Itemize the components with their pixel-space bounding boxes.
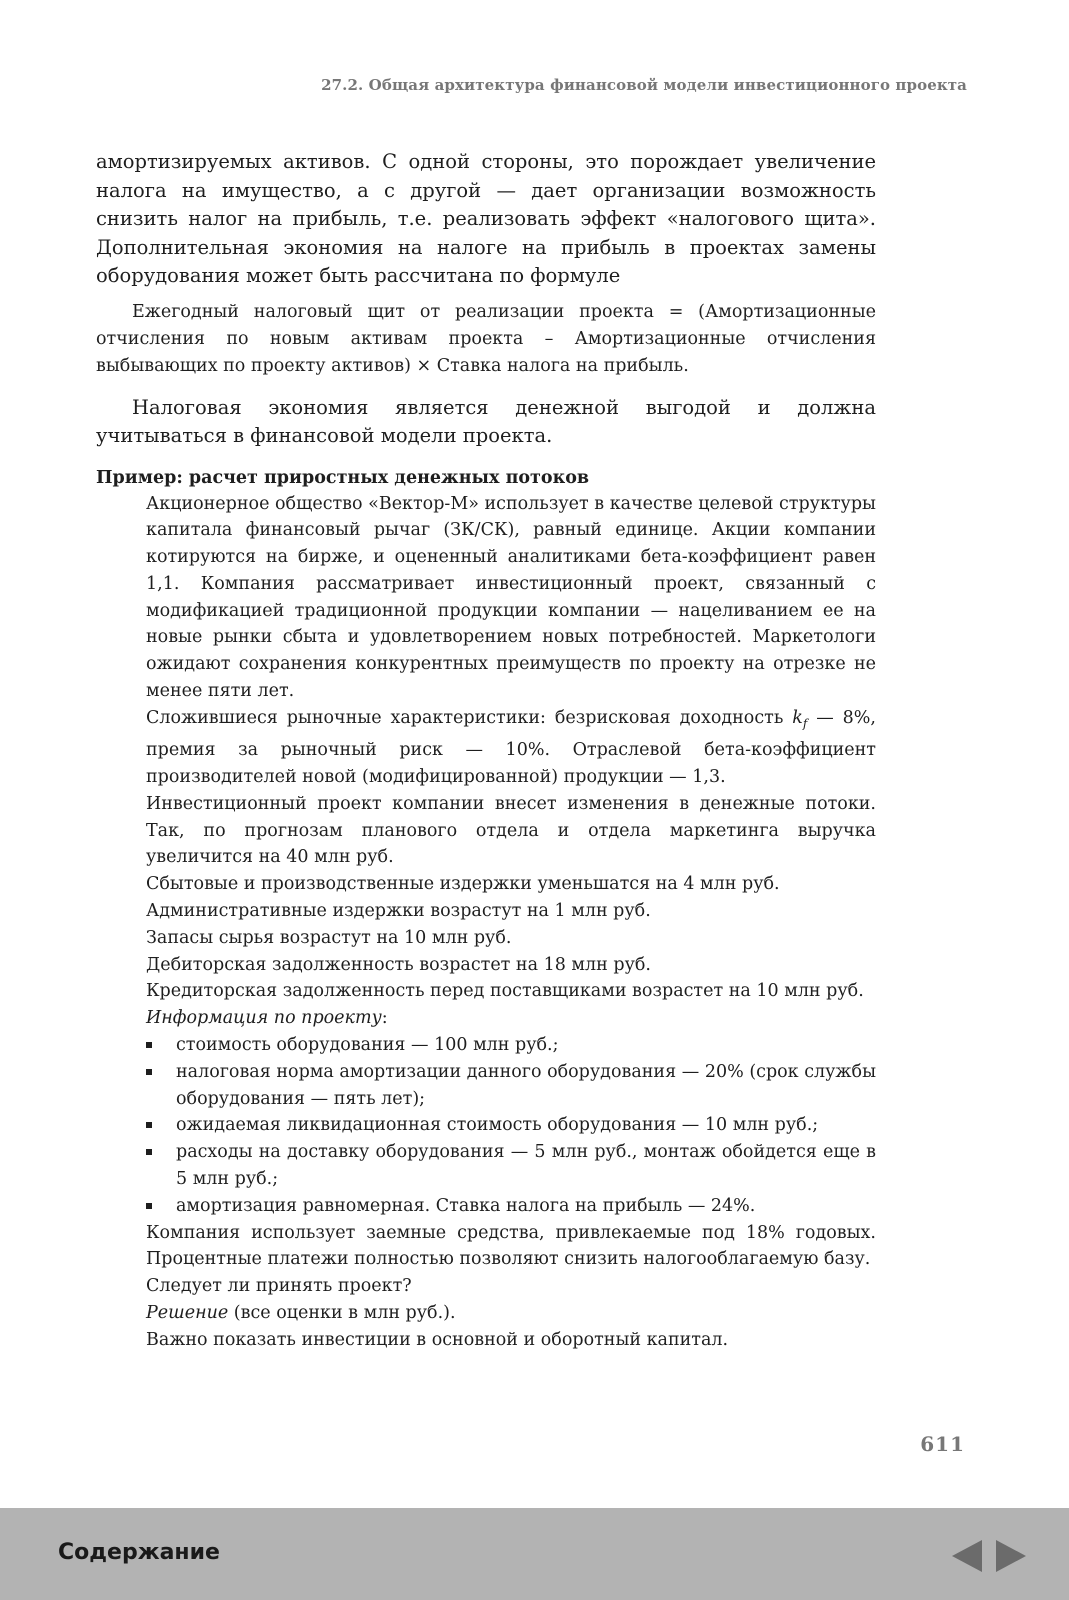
example-line-receivables: Дебиторская задолженность возрастет на 18 млн руб. [146, 954, 651, 975]
market-text-start: Сложившиеся рыночные характеристики: безрисковая доходность [146, 707, 793, 728]
list-item: амортизация равномерная. Ставка налога на прибыль — 24%. [146, 1193, 876, 1220]
example-paragraph-debt: Компания использует заемные средства, привлекаемые под 18% годовых. Процентные платежи полностью позволяют снизить налогооблагаемую базу. [146, 1222, 876, 1270]
next-arrow-icon[interactable] [996, 1540, 1026, 1572]
bullet-icon [146, 1203, 152, 1209]
example-paragraph-market [146, 705, 876, 791]
risk-free-rate-symbol: $k_f$ [792, 707, 808, 731]
list-item: расходы на доставку оборудования — 5 млн руб., монтаж обойдется еще в 5 млн руб.; [146, 1139, 876, 1193]
intro-paragraph: амортизируемых активов. С одной стороны, это порождает увеличение налога на имущество, а с другой — дает организации возможность снизить налог на прибыль, т.е. реализовать эффект «налогового щита». Дополнительная экономия на налоге на прибыль в проектах замены оборудования может быть рассчитана по формуле [96, 150, 876, 287]
solution-line: Решение (все оценки в млн руб.). [146, 1302, 456, 1323]
contents-link[interactable]: Содержание [58, 1540, 220, 1565]
bullet-icon [146, 1149, 152, 1155]
example-block [146, 491, 876, 1354]
prev-arrow-icon[interactable] [952, 1540, 982, 1572]
footer-navigation-bar [0, 1508, 1069, 1600]
list-item: стоимость оборудования — 100 млн руб.; [146, 1032, 876, 1059]
list-item: ожидаемая ликвидационная стоимость оборудования — 10 млн руб.; [146, 1112, 876, 1139]
bullet-icon [146, 1069, 152, 1075]
example-paragraph-investments: Важно показать инвестиции в основной и оборотный капитал. [146, 1329, 729, 1350]
example-paragraph-revenue: Инвестиционный проект компании внесет изменения в денежные потоки. Так, по прогнозам планового отдела и отдела маркетинга выручка увеличится на 40 млн руб. [146, 793, 876, 868]
tax-saving-paragraph: Налоговая экономия является денежной выгодой и должна учитываться в финансовой модели проекта. [96, 395, 876, 447]
example-line-payables: Кредиторская задолженность перед поставщиками возрастет на 10 млн руб. [146, 981, 864, 1002]
market-text-end: — 8%, премия за рыночный риск — 10%. Отраслевой бета-коэффициент производителей новой (модифицированной) продукции — 1,3. [146, 707, 876, 787]
page-body [96, 148, 876, 1354]
example-line-costs: Сбытовые и производственные издержки уменьшатся на 4 млн руб. [146, 874, 780, 895]
running-title: 27.2. Общая архитектура финансовой модели инвестиционного проекта [321, 76, 967, 94]
example-heading: Пример: расчет приростных денежных потоков [96, 467, 590, 488]
bullet-icon [146, 1122, 152, 1128]
page-number: 611 [920, 1432, 965, 1456]
tax-shield-formula: Ежегодный налоговый щит от реализации проекта = (Амортизационные отчисления по новым активам проекта – Амортизационные отчисления выбывающих по проекту активов) × Ставка налога на прибыль. [96, 301, 876, 376]
example-paragraph-company: Акционерное общество «Вектор-М» использует в качестве целевой структуры капитала финансовый рычаг (ЗК/СК), равный единице. Акции компании котируются на бирже, и оцененный аналитиками бета-коэффициент равен 1,1. Компания рассматривает инвестиционный проект, связанный с модификацией традиционной продукции компании — нацеливанием ее на новые рынки сбыта и удовлетворением новых потребностей. Маркетологи ожидают сохранения конкурентных преимуществ по проекту на отрезке не менее пяти лет. [146, 493, 876, 702]
project-info-label: Информация по проекту: [146, 1008, 388, 1029]
example-question: Следует ли принять проект? [146, 1276, 412, 1297]
bullet-icon [146, 1042, 152, 1048]
project-info-list [146, 1032, 876, 1220]
list-item: налоговая норма амортизации данного оборудования — 20% (срок службы оборудования — пять лет); [146, 1059, 876, 1113]
example-line-inventory: Запасы сырья возрастут на 10 млн руб. [146, 927, 512, 948]
example-line-admin: Административные издержки возрастут на 1 млн руб. [146, 900, 651, 921]
